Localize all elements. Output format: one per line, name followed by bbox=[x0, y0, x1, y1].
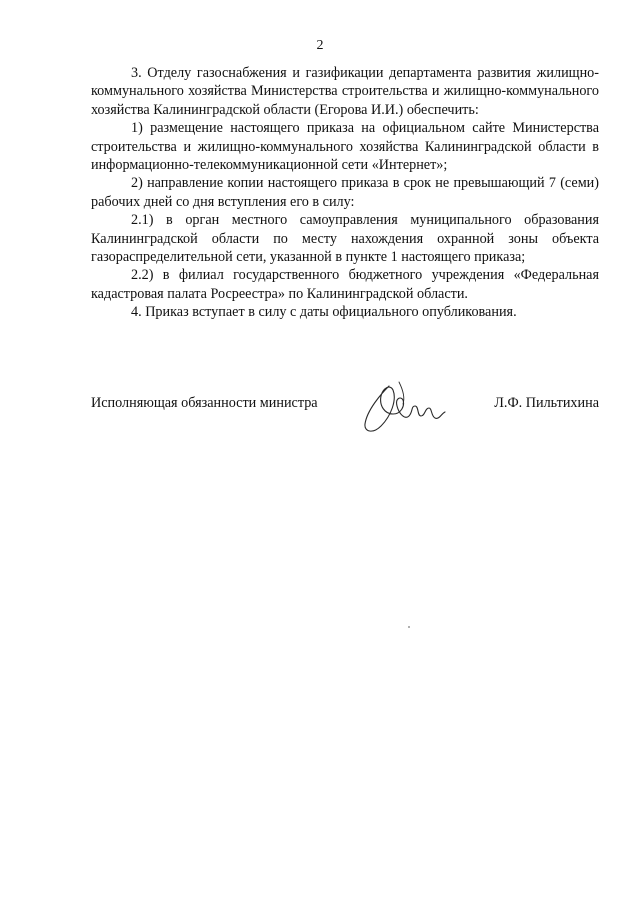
paragraph-subitem-2-1: 2.1) в орган местного самоуправления муниципального образования Калининградской области по месту нахождения охранной зоны объекта газораспределительной сети, указанной в пункте 1 настоящего приказа; bbox=[91, 212, 599, 266]
signer-position: Исполняющая обязанности министра bbox=[91, 395, 318, 411]
paragraph-subitem-1: 1) размещение настоящего приказа на официальном сайте Министерства строительства и жилищно-коммунального хозяйства Калининградской области в информационно-телекоммуникационной сети «Интернет»; bbox=[91, 120, 599, 174]
signature-block bbox=[91, 380, 599, 440]
scan-speck bbox=[408, 626, 410, 628]
page-number: 2 bbox=[316, 38, 324, 53]
paragraph-subitem-2-2: 2.2) в филиал государственного бюджетного учреждения «Федеральная кадастровая палата Росреестра» по Калининградской области. bbox=[91, 267, 599, 302]
handwritten-signature bbox=[359, 380, 449, 438]
signer-name: Л.Ф. Пильтихина bbox=[494, 395, 599, 411]
document-body bbox=[91, 64, 599, 322]
paragraph-item-4: 4. Приказ вступает в силу с даты официального опубликования. bbox=[131, 304, 517, 321]
paragraph-subitem-2: 2) направление копии настоящего приказа в срок не превышающий 7 (семи) рабочих дней со дня вступления его в силу: bbox=[91, 175, 599, 210]
paragraph-item-3: 3. Отделу газоснабжения и газификации департамента развития жилищно-коммунального хозяйства Министерства строительства и жилищно-коммунального хозяйства Калининградской области (Егорова И.И.) обеспечить: bbox=[91, 65, 599, 118]
